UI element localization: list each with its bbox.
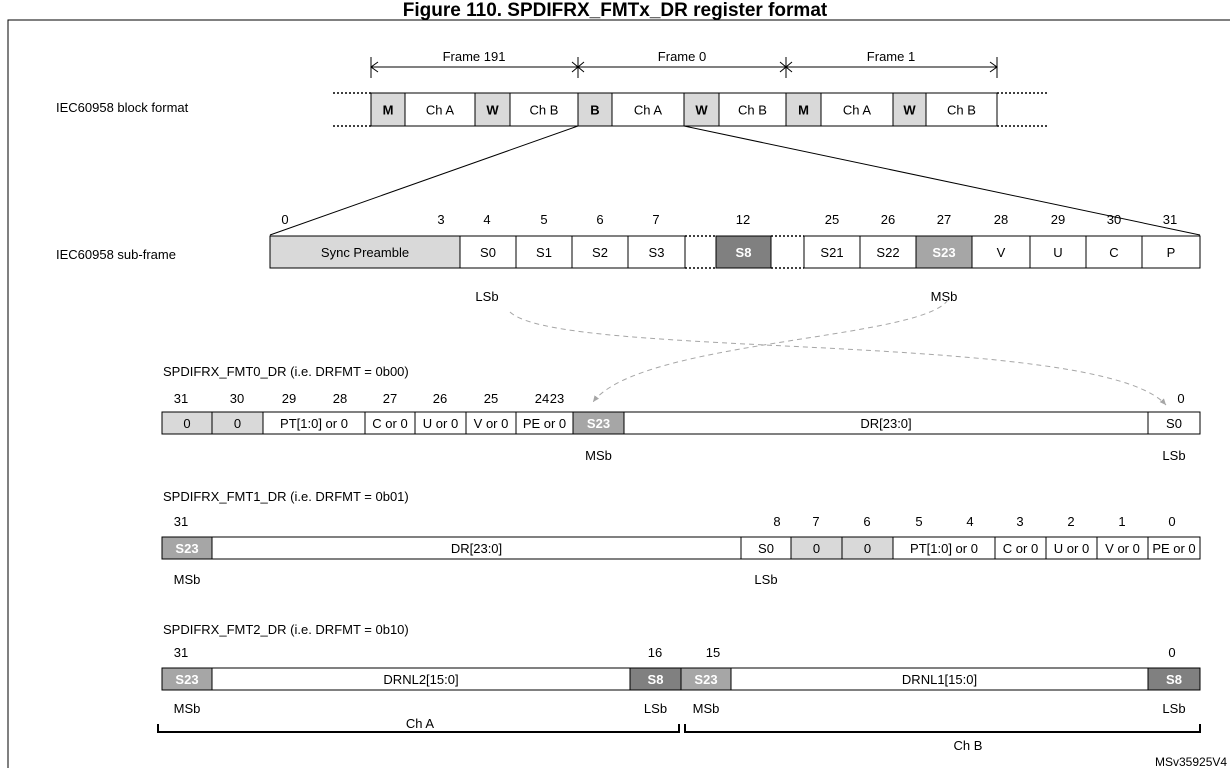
block-cell-label-ch-b-7: Ch B bbox=[738, 102, 767, 118]
fmt1-msb-label-0: MSb bbox=[173, 572, 201, 587]
block-cell-label-b-4: B bbox=[590, 102, 600, 118]
block-cell-label-ch-a-1: Ch A bbox=[425, 102, 455, 118]
subframe-cell-label-s0-1: S0 bbox=[480, 245, 496, 260]
fmt1-bit-number-2: 2 bbox=[1067, 514, 1075, 529]
subframe-cell-label-s22-7: S22 bbox=[876, 245, 900, 260]
subframe-bit-number-28: 28 bbox=[993, 212, 1009, 227]
frame-label-191: Frame 191 bbox=[442, 49, 506, 64]
fmt0-title: SPDIFRX_FMT0_DR (i.e. DRFMT = 0b00) bbox=[163, 364, 409, 379]
subframe-bit-number-30: 30 bbox=[1106, 212, 1122, 227]
fmt1-cell-label-pt-1-0-or-0-5: PT[1:0] or 0 bbox=[910, 541, 978, 556]
fmt1-bit-number-1: 1 bbox=[1118, 514, 1126, 529]
subframe-bit-number-0: 0 bbox=[281, 212, 289, 227]
subframe-cell-label-s8-5: S8 bbox=[735, 245, 752, 260]
fmt2-bit-number-31: 31 bbox=[173, 645, 189, 660]
subframe-bit-number-6: 6 bbox=[596, 212, 604, 227]
fmt0-cell-label-0-0: 0 bbox=[183, 416, 191, 431]
block-cell-label-ch-b-11: Ch B bbox=[947, 102, 976, 118]
fmt1-cell-label-dr-23-0-1: DR[23:0] bbox=[450, 541, 503, 556]
figure-title: Figure 110. SPDIFRX_FMTx_DR register format bbox=[402, 0, 828, 21]
block-cell-label-ch-a-9: Ch A bbox=[842, 102, 872, 118]
fmt0-bit-number-25: 25 bbox=[483, 391, 499, 406]
fmt2-cell-label-s8-5: S8 bbox=[1166, 672, 1182, 687]
fmt1-cell-label-c-or-0-6: C or 0 bbox=[1002, 541, 1039, 556]
fmt1-lsb-label-1: LSb bbox=[754, 572, 778, 587]
fmt0-bit-number-27: 27 bbox=[382, 391, 398, 406]
channel-brackets bbox=[158, 724, 1200, 732]
subframe-bit-number-25: 25 bbox=[824, 212, 840, 227]
msb-mapping-arrow bbox=[593, 300, 948, 402]
subframe-lsb-label: LSb bbox=[475, 289, 499, 304]
subframe-bit-number-31: 31 bbox=[1162, 212, 1178, 227]
fmt1-bit-number-0: 0 bbox=[1168, 514, 1176, 529]
subframe-bit-number-26: 26 bbox=[880, 212, 896, 227]
fmt1-bit-number-31: 31 bbox=[173, 514, 189, 529]
frame-label-1: Frame 1 bbox=[866, 49, 916, 64]
fmt0-cell-label-s0-9: S0 bbox=[1166, 416, 1182, 431]
fmt2-lsb-label-3: LSb bbox=[1162, 701, 1186, 716]
fmt0-bit-number-24: 24 bbox=[534, 391, 550, 406]
fmt1-bit-number-3: 3 bbox=[1016, 514, 1024, 529]
subframe-cell-label-s23-8: S23 bbox=[932, 245, 956, 260]
lsb-mapping-arrow bbox=[510, 312, 1166, 405]
fmt1-title: SPDIFRX_FMT1_DR (i.e. DRFMT = 0b01) bbox=[163, 489, 409, 504]
fmt2-lsb-label-1: LSb bbox=[643, 701, 668, 716]
fmt0-register bbox=[162, 391, 1200, 463]
fmt1-bit-number-7: 7 bbox=[812, 514, 820, 529]
fmt1-cell-label-s23-0: S23 bbox=[175, 541, 199, 556]
frame-label-0: Frame 0 bbox=[657, 49, 707, 64]
block-cell-label-ch-a-5: Ch A bbox=[633, 102, 663, 118]
block-cell-label-ch-b-3: Ch B bbox=[529, 102, 559, 118]
subframe-bit-number-4: 4 bbox=[483, 212, 491, 227]
fmt2-msb-label-2: MSb bbox=[692, 701, 720, 716]
fmt1-bit-number-6: 6 bbox=[863, 514, 871, 529]
fmt2-cell-label-drnl2-15-0-1: DRNL2[15:0] bbox=[383, 672, 459, 687]
subframe-cell-label-s21-6: S21 bbox=[820, 245, 844, 260]
fmt0-cell-label-pe-or-0-6: PE or 0 bbox=[522, 416, 567, 431]
fmt2-cell-label-s23-0: S23 bbox=[175, 672, 199, 687]
fmt0-bit-number-31: 31 bbox=[173, 391, 189, 406]
block-cell-label-m-8: M bbox=[798, 102, 809, 118]
fmt1-bit-number-8: 8 bbox=[773, 514, 781, 529]
fmt1-cell-label-pe-or-0-9: PE or 0 bbox=[1152, 541, 1196, 556]
fmt2-cell-label-s23-3: S23 bbox=[694, 672, 718, 687]
block-format-label: IEC60958 block format bbox=[56, 100, 189, 115]
subframe-bit-number-12: 12 bbox=[735, 212, 751, 227]
fmt0-lsb-label-1: LSb bbox=[1162, 448, 1186, 463]
subframe-cell-label-s2-3: S2 bbox=[592, 245, 608, 260]
subframe-bit-number-27: 27 bbox=[936, 212, 952, 227]
fmt2-cell-label-drnl1-15-0-4: DRNL1[15:0] bbox=[901, 672, 978, 687]
subframe-cell-label-sync-preamble-0: Sync Preamble bbox=[320, 245, 410, 260]
block-cell-label-m-0: M bbox=[382, 102, 394, 118]
fmt0-cell-label-u-or-0-4: U or 0 bbox=[422, 416, 459, 431]
fmt2-bit-number-0: 0 bbox=[1168, 645, 1176, 660]
block-cell-label-w-6: W bbox=[695, 102, 708, 118]
fmt0-bit-number-23: 23 bbox=[549, 391, 565, 406]
fmt0-cell-label-0-1: 0 bbox=[233, 416, 242, 431]
fmt2-cell-label-s8-2: S8 bbox=[647, 672, 664, 687]
fmt0-cell-label-pt-1-0-or-0-2: PT[1:0] or 0 bbox=[280, 416, 348, 431]
subframe-label: IEC60958 sub-frame bbox=[56, 247, 176, 262]
subframe-cell-label-c-11: C bbox=[1109, 245, 1119, 260]
fmt0-cell-label-dr-23-0-8: DR[23:0] bbox=[860, 416, 912, 431]
fmt2-bit-number-16: 16 bbox=[647, 645, 663, 660]
fmt0-cell-label-s23-7: S23 bbox=[586, 416, 611, 431]
fmt1-cell-label-s0-2: S0 bbox=[758, 541, 774, 556]
fmt0-bit-number-26: 26 bbox=[432, 391, 448, 406]
fmt0-cell-label-v-or-0-5: V or 0 bbox=[473, 416, 509, 431]
fmt1-bit-number-4: 4 bbox=[966, 514, 974, 529]
fmt1-cell-label-0-3: 0 bbox=[812, 541, 821, 556]
fmt0-bit-number-30: 30 bbox=[229, 391, 245, 406]
figure-id: MSv35925V4 bbox=[1155, 755, 1228, 768]
fmt0-cell-label-c-or-0-3: C or 0 bbox=[372, 416, 408, 431]
block-format-row bbox=[371, 93, 997, 126]
subframe-msb-label: MSb bbox=[930, 289, 958, 304]
figure-border bbox=[8, 20, 1230, 768]
subframe-bit-number-5: 5 bbox=[540, 212, 548, 227]
fmt1-bit-number-5: 5 bbox=[915, 514, 923, 529]
subframe-cell-label-s3-4: S3 bbox=[648, 245, 665, 260]
mapping-arrows bbox=[510, 300, 1166, 405]
subframe-cell-label-s1-2: S1 bbox=[536, 245, 552, 260]
bracket-label-ch-a: Ch A bbox=[405, 716, 435, 731]
fmt1-register bbox=[162, 514, 1200, 587]
fmt2-bit-number-15: 15 bbox=[705, 645, 721, 660]
subframe-bit-number-7: 7 bbox=[652, 212, 660, 227]
fmt2-title: SPDIFRX_FMT2_DR (i.e. DRFMT = 0b10) bbox=[163, 622, 409, 637]
fmt1-cell-label-0-4: 0 bbox=[863, 541, 872, 556]
subframe-bit-number-3: 3 bbox=[437, 212, 445, 227]
fmt1-cell-label-u-or-0-7: U or 0 bbox=[1053, 541, 1090, 556]
fmt0-msb-label-0: MSb bbox=[585, 448, 612, 463]
bracket-label-ch-b: Ch B bbox=[953, 738, 983, 753]
block-cell-label-w-10: W bbox=[903, 102, 916, 118]
fmt0-bit-number-0: 0 bbox=[1177, 391, 1185, 406]
subframe-cell-label-v-9: V bbox=[996, 245, 1006, 260]
subframe-cell-label-u-10: U bbox=[1053, 245, 1063, 260]
fmt2-msb-label-0: MSb bbox=[173, 701, 201, 716]
subframe-row bbox=[270, 212, 1200, 268]
fmt0-bit-number-29: 29 bbox=[281, 391, 297, 406]
block-cell-label-w-2: W bbox=[486, 102, 499, 118]
subframe-bit-number-29: 29 bbox=[1050, 212, 1066, 227]
fmt1-cell-label-v-or-0-8: V or 0 bbox=[1105, 541, 1140, 556]
subframe-cell-label-p-12: P bbox=[1166, 245, 1176, 260]
fmt2-register bbox=[162, 645, 1200, 716]
fmt0-bit-number-28: 28 bbox=[332, 391, 348, 406]
